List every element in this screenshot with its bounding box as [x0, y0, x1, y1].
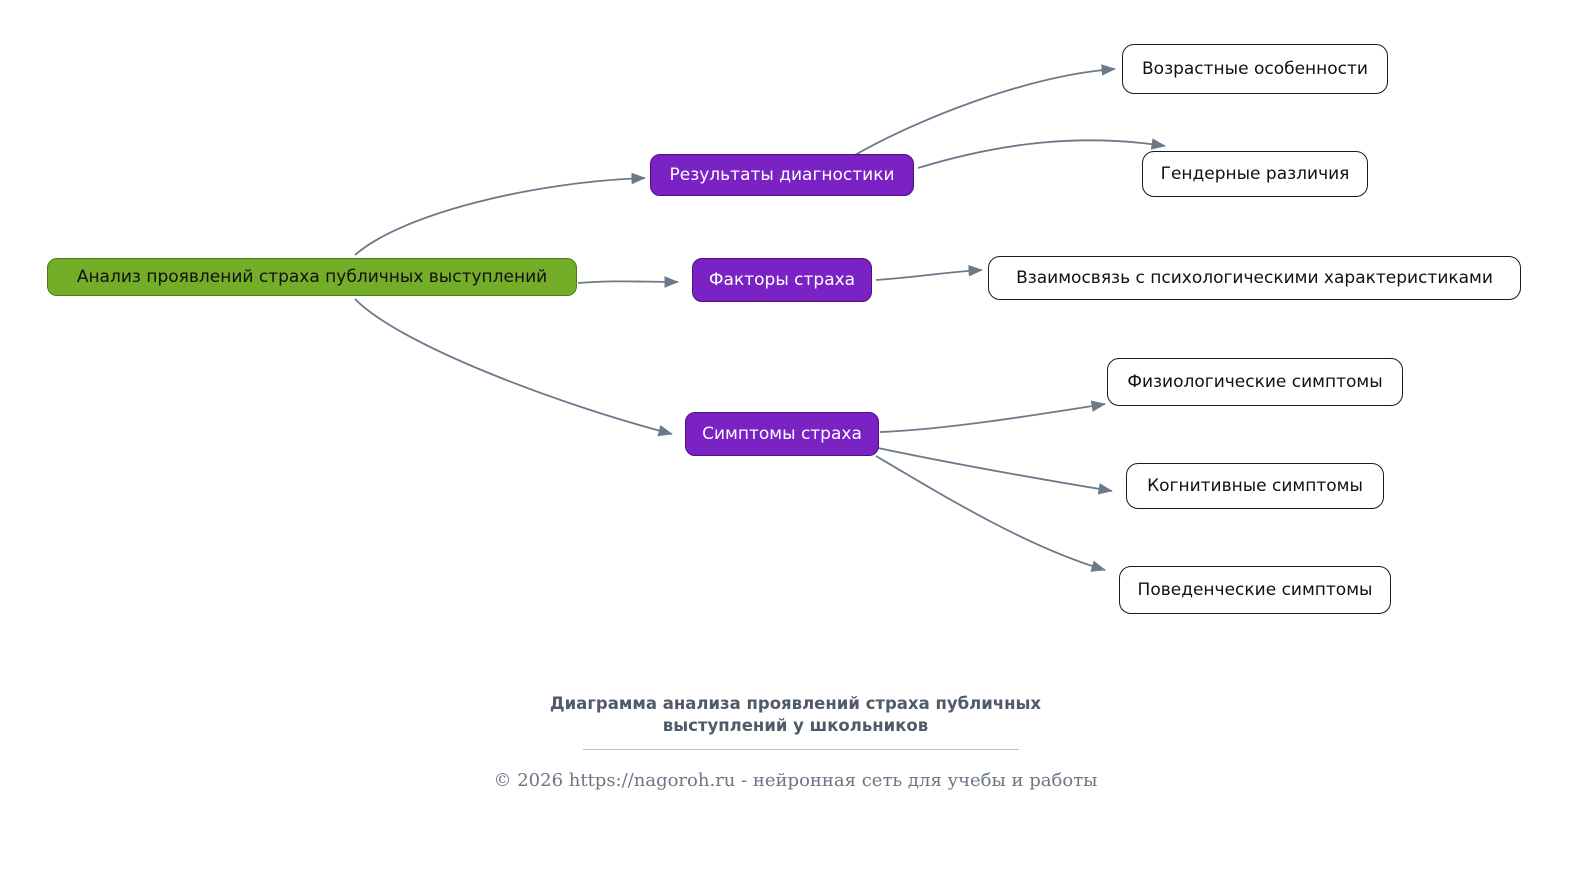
diagram-caption-credit: © 2026 https://nagoroh.ru - нейронная сеть для учебы и работы [493, 770, 1098, 791]
node-branch-factors-label: Факторы страха [708, 269, 856, 290]
node-leaf-cognitive-symptoms[interactable] [1126, 463, 1384, 509]
node-branch-factors[interactable] [692, 258, 872, 302]
node-leaf-age-features-label: Возрастные особенности [1142, 58, 1368, 79]
node-leaf-gender-differences[interactable] [1142, 151, 1368, 197]
edge-diagnostics-to-gender [918, 140, 1165, 168]
node-root-label: Анализ проявлений страха публичных выступлений [76, 266, 548, 287]
node-branch-diagnostics[interactable] [650, 154, 914, 196]
edge-symptoms-to-physiological [880, 404, 1105, 432]
node-leaf-behavioral-symptoms-label: Поведенческие симптомы [1137, 579, 1373, 600]
node-root[interactable] [47, 258, 577, 296]
node-branch-symptoms-label: Симптомы страха [702, 423, 862, 444]
node-leaf-behavioral-symptoms[interactable] [1119, 566, 1391, 614]
node-leaf-psych-interrelation[interactable] [988, 256, 1521, 300]
edge-diagnostics-to-age [855, 69, 1115, 155]
caption-title-line2: выступлений у школьников [662, 716, 929, 736]
node-leaf-psych-interrelation-label: Взаимосвязь с психологическими характеристиками [1016, 267, 1493, 288]
edge-root-to-symptoms [355, 299, 672, 434]
node-leaf-physiological-symptoms-label: Физиологические симптомы [1127, 371, 1383, 392]
edge-root-to-factors [578, 281, 678, 283]
edge-factors-to-interrelation [876, 270, 982, 280]
edge-root-to-diagnostics [355, 178, 645, 255]
edge-symptoms-to-cognitive [878, 448, 1112, 491]
diagram-caption-title [0, 693, 1591, 738]
edge-symptoms-to-behavioral [876, 456, 1105, 570]
node-leaf-cognitive-symptoms-label: Когнитивные симптомы [1147, 475, 1363, 496]
caption-title-line1: Диаграмма анализа проявлений страха публичных [549, 694, 1042, 713]
node-branch-diagnostics-label: Результаты диагностики [669, 164, 895, 185]
node-leaf-age-features[interactable] [1122, 44, 1388, 94]
caption-divider [583, 749, 1019, 750]
node-branch-symptoms[interactable] [685, 412, 879, 456]
node-leaf-physiological-symptoms[interactable] [1107, 358, 1403, 406]
node-leaf-gender-differences-label: Гендерные различия [1160, 163, 1350, 184]
